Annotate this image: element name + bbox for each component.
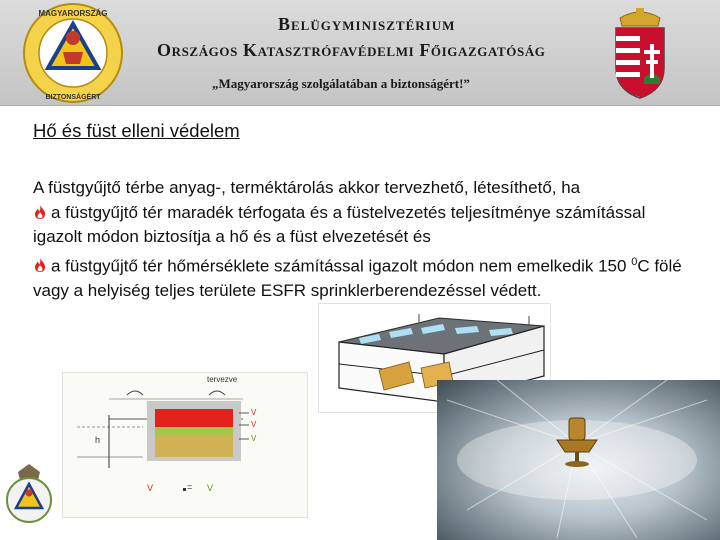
esfr-sprinkler-photo — [437, 380, 720, 540]
fire-service-small-logo-icon — [4, 462, 54, 526]
storage-section-diagram — [62, 372, 308, 518]
flame-icon — [33, 204, 47, 220]
formula-right: V — [207, 483, 214, 493]
slide-heading: Hő és füst elleni védelem — [33, 120, 240, 141]
fire-service-seal-icon — [18, 2, 128, 104]
motto-text: „Magyarország szolgálatában a biztonságért!” — [212, 76, 470, 91]
formula-left: V — [147, 483, 154, 493]
hungarian-coat-of-arms-icon — [608, 8, 672, 100]
diagram-v-label-2: V — [251, 420, 257, 429]
svg-text:MAGYARORSZÁG: MAGYARORSZÁG — [38, 9, 108, 18]
header-banner — [0, 0, 720, 106]
intro-paragraph: A füstgyűjtő térbe anyag-, terméktárolás akkor tervezhető, létesíthető, ha — [33, 178, 581, 197]
diagram-top-label: tervezve — [207, 375, 238, 384]
formula-operator: = — [187, 482, 193, 492]
bullet-text-1: a füstgyűjtő tér maradék térfogata és a füstelvezetés teljesítménye számítással igazolt módon biztosítja a hő és a füst elvezetését és — [33, 202, 646, 246]
diagram-background — [63, 373, 307, 517]
bullet-text-2b: C fölé vagy a helyiség teljes területe ESFR sprinklerberendezéssel védett. — [33, 256, 682, 300]
flame-icon — [33, 257, 47, 273]
diagram-h-label: h — [95, 435, 101, 445]
svg-text:BIZTONSÁGÉRT: BIZTONSÁGÉRT — [45, 94, 101, 101]
degree-superscript: 0 — [631, 255, 638, 268]
bullet-text-2a: a füstgyűjtő tér hőmérséklete számítással igazolt módon nem emelkedik 150 — [51, 256, 632, 276]
diagram-v-label-3: V — [251, 434, 257, 443]
ministry-title: Belügyminisztérium — [278, 14, 456, 34]
bullet-item-2 — [33, 250, 693, 304]
slide-body — [33, 176, 693, 303]
diagram-v-label-1: V — [251, 408, 257, 417]
bullet-item-1 — [33, 201, 693, 250]
agency-title: Országos Katasztrófavédelmi Főigazgatóság — [157, 40, 546, 60]
